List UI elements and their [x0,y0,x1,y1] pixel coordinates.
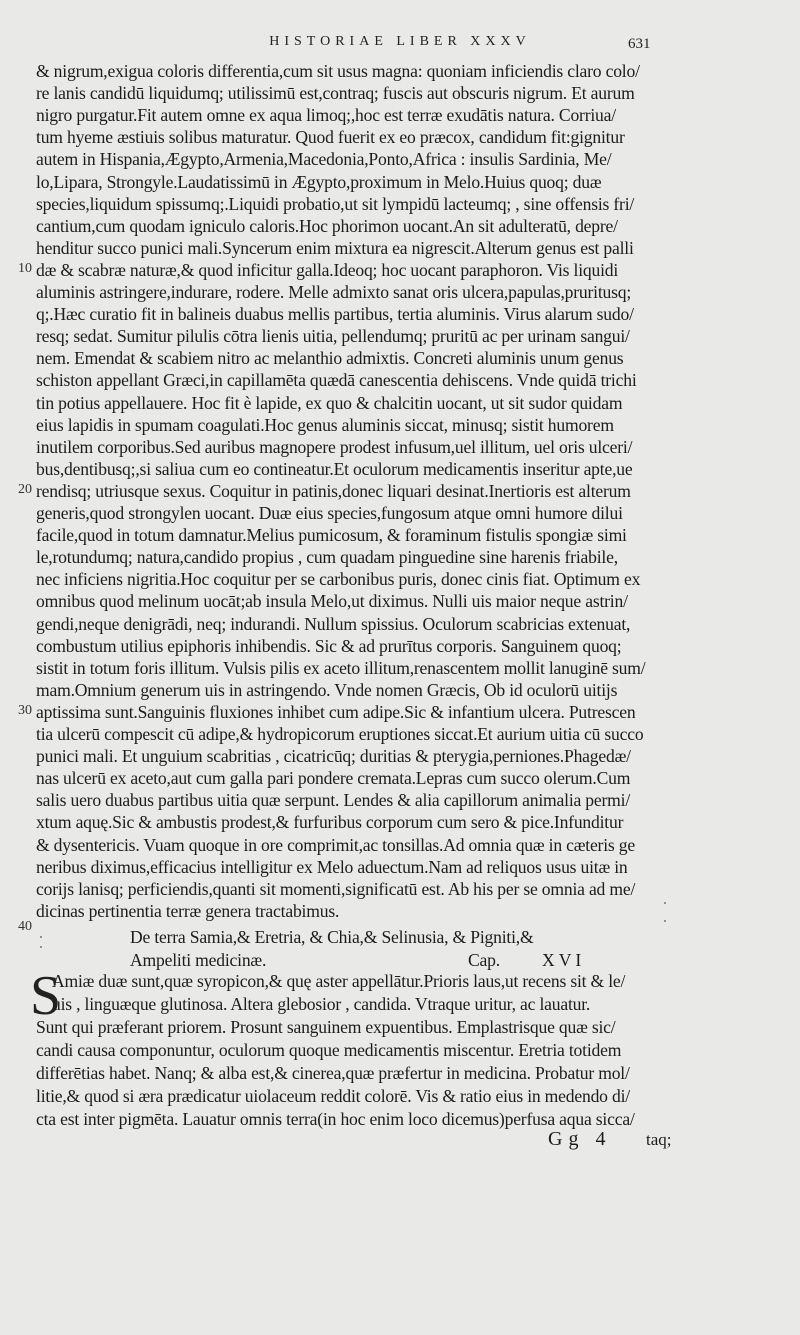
text-line: tin potius appellauere. Hoc fit è lapide, ex quo & chalcitin uocant, ut sit sudor quidam [36,392,623,413]
ink-speck [664,920,666,922]
drop-cap: S [30,965,62,1027]
text-line: nec inficiens nigritia.Hoc coquitur per se carbonibus puris, donec cinis fiat. Optimum ex [36,569,641,590]
text-line: species,liquidum spissumq;.Liquidi probatio,ut sit lympidū lacteumq; , sine offensis fri/ [36,193,635,214]
text-line: aluminis astringere,indurare, rodere. Melle admixto sanat oris ulcera,papulas,pruritusq; [36,282,632,302]
text-line: nem. Emendat & scabiem nitro ac melanthio admixtis. Concreti aluminis unum genus [36,348,624,369]
chapter-text-line: cta est inter pigmēta. Lauatur omnis terra(in hoc enim loco dicemus)perfusa aqua sicca/ [36,1109,635,1129]
text-line: sistit in totum foris illitum. Vulsis pilis ex aceto illitum,renascentem mollit lanuginē sum/ [36,657,646,678]
text-line: omnibus quod melinum uocāt;ab insula Melo,ut diximus. Nulli uis maior neque astrin/ [36,591,628,612]
chapter-text-line: uis , linguæque glutinosa. Altera glebosior , candida. Vtraque uritur, ac lauatur. [52,994,591,1014]
chapter-heading-line [130,949,650,972]
text-line: cantium,cum quodam igniculo caloris.Hoc phorimon uocant.An sit adulteratū, depre/ [36,215,618,236]
text-line: aptissima sunt.Sanguinis fluxiones inhibet cum adipe.Sic & infantium ulcera. Putrescen [36,701,636,722]
text-line: & dysentericis. Vuam quoque in ore comprimit,ac tonsillas.Ad omnia quæ in cæteris ge [36,834,635,855]
page-number: 631 [628,36,651,52]
text-line: inutilem corporibus.Sed auribus magnopere prodest infusum,uel illitum, uel oris ulceri/ [36,436,633,457]
margin-line-number-40: 40 [18,919,32,934]
chapter-text-line: Amiæ duæ sunt,quæ syropicon,& quę aster appellātur.Prioris laus,ut recens sit & le/ [52,971,626,991]
text-line: tia ulcerū compescit cū adipe,& hydropicorum eruptiones siccat.Et aurium uitia cū succo [36,724,644,744]
text-line: nigro purgatur.Fit autem omne ex aqua limoq;,hoc est terræ exudātis natura. Corriua/ [36,105,616,126]
margin-line-number-30: 30 [18,703,32,718]
text-line: neribus diximus,efficacius intelligitur ex Melo aduectum.Nam ad reliquos usus uitæ in [36,856,628,877]
text-line: re lanis candidū liquidumq; utilissimū est,contraq; fuscis aut obscuris nigrum. Et aurum [36,83,635,104]
text-line: bus,dentibusq;,si saliua cum eo contineatur.Et oculorum medicamentis inseritur apte,ue [36,458,633,479]
margin-line-number-10: 10 [18,261,32,276]
text-line: autem in Hispania,Ægypto,Armenia,Macedonia,Ponto,Africa : insulis Sardinia, Me/ [36,149,612,170]
chapter-text-line: Sunt qui præferant priorem. Prosunt sanguinem expuentibus. Emplastrisque quæ sic/ [36,1017,616,1037]
text-line: facile,quod in totum damnatur.Melius pumicosum, & foraminum fistulis spongiæ simi [36,525,627,546]
text-line: q;.Hæc curatio fit in balineis duabus mellis partibus, tertia aluminis. Virus alarum sudo/ [36,304,634,325]
chapter-text-line: differētias habet. Nanq; & alba est,& cinerea,quæ præfertur in medicina. Probatur mol/ [36,1063,630,1083]
ink-speck [40,936,42,938]
text-line: punici mali. Et unguium scabritias , cicatricūq; duritias & pterygia,perniones.Phagedæ/ [36,746,631,767]
catchword: taq; [646,1130,672,1149]
text-line: gendi,neque denigrādi, neq; indurandi. Nullum spissius. Oculorum scabricias extenuat, [36,613,631,634]
text-line: generis,quod strongylen uocant. Duæ eius species,fungosum atque omni humore dilui [36,503,623,523]
text-line: salis uero duabus partibus uitia quæ serpunt. Lendes & alia capillorum animalia permi/ [36,790,631,811]
text-line: schiston appellant Græci,in capillamēta quædā canescentia dehiscens. Vnde quidā trichi [36,370,637,391]
text-line: dicinas pertinentia terræ genera tractabimus. [36,900,340,921]
text-line: & nigrum,exigua coloris differentia,cum sit usus magna: quoniam inficiendis claro colo/ [36,61,640,81]
signature-mark: Gg 4 [548,1128,612,1150]
text-line: xtum aquę.Sic & ambustis prodest,& furfuribus corporum cum sero & pice.Infunditur [36,812,624,833]
chapter-text-line: candi causa componuntur, oculorum quoque medicamentis miscentur. Eretria totidem [36,1040,622,1060]
chapter-heading-line: De terra Samia,& Eretria, & Chia,& Selinusia, & Pigniti,& [130,927,534,947]
chapter-text-line: litie,& quod si æra prædicatur uiolaceum reddit colorē. Vis & ratio eius in medendo di/ [36,1086,630,1106]
text-line: dæ & scabræ naturæ,& quod inficitur galla.Ideoq; hoc uocant paraphoron. Vis liquidi [36,259,619,280]
text-line: le,rotundumq; natura,candido propius , cum quadam pinguedine sine harenis friabile, [36,547,618,568]
text-line: mam.Omnium generum uis in astringendo. Vnde nomen Græcis, Ob id oculorū uitijs [36,679,618,700]
chapter-cap-label: Cap. [468,950,500,970]
text-line: combustum utilius epiphoris inhibendis. Sic & ad prurītus corporis. Sanguinem quoq; [36,635,622,656]
margin-line-number-20: 20 [18,482,32,497]
ink-speck [664,902,666,904]
text-line: rendisq; utriusque sexus. Coquitur in patinis,donec liquari desinat.Inertioris est alterum [36,480,631,501]
text-line: lo,Lipara, Strongyle.Laudatissimū in Ægypto,proximum in Melo.Huius quoq; duæ [36,171,602,192]
chapter-heading-subtitle: Ampeliti medicinæ. [130,950,267,970]
text-line: corijs lanisq; perficiendis,quanti sit momenti,significatū est. Ab his per se omnia ad me/ [36,878,636,899]
ink-speck [40,946,42,948]
running-title: HISTORIAE LIBER XXXV [269,34,531,49]
text-line: nas ulcerū ex aceto,aut cum galla pari pondere cremata.Lepras cum succo olerum.Cum [36,768,631,789]
text-line: tum hyeme æstiuis solibus maturatur. Quod fuerit ex eo præcox, candidum fit:gignitur [36,127,625,148]
text-line: eius lapidis in spumam coagulati.Hoc genus aluminis siccat, minusq; sistit humorem [36,414,614,435]
text-line: henditur succo punici mali.Syncerum enim mixtura ea nigrescit.Alterum genus est palli [36,237,634,258]
chapter-number: XVI [542,950,586,970]
text-line: resq; sedat. Sumitur pilulis cōtra lienis uitia, pellendumq; pruritū ac per urinam sangui/ [36,326,630,347]
